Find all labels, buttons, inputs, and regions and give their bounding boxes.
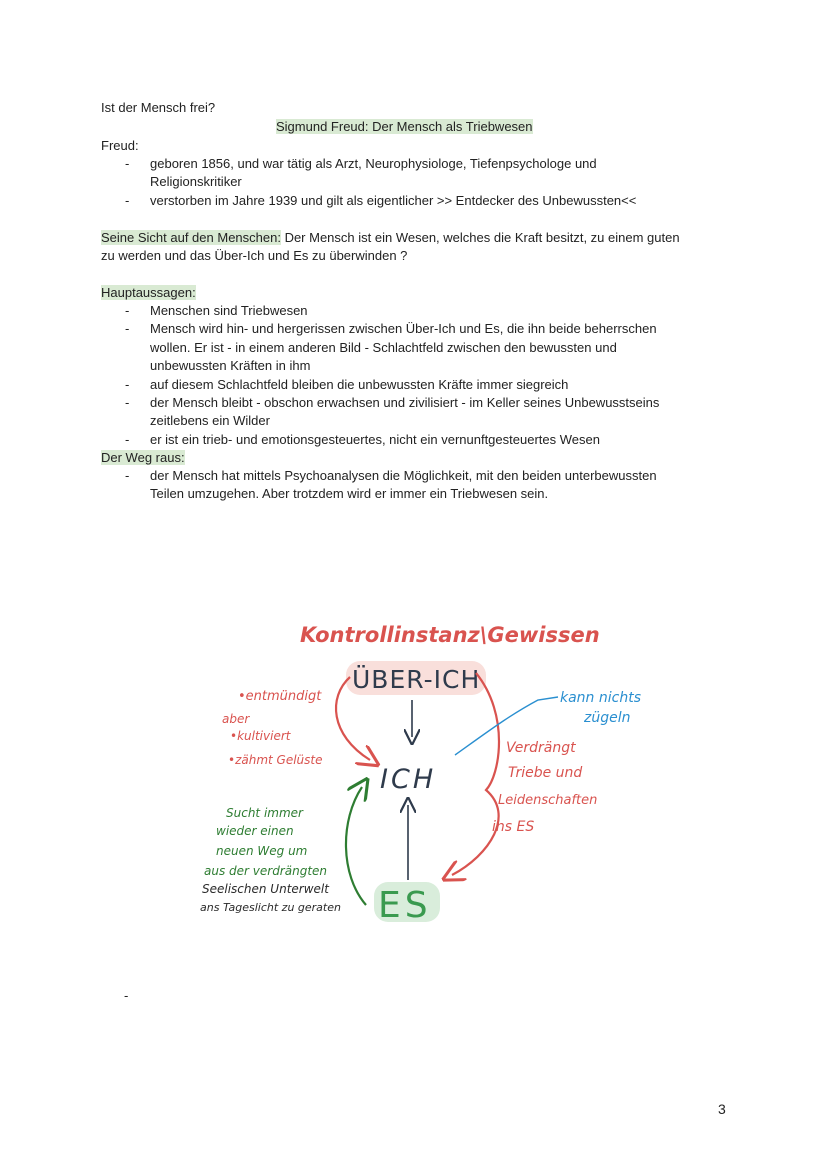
weg-label: Der Weg raus: [101, 450, 185, 465]
freud-item-line: geboren 1856, und war tätig als Arzt, Neurophysiologe, Tiefenpsychologe und [150, 156, 597, 171]
note-sucht-1: Sucht immer [226, 806, 303, 820]
freud-bullet: - [125, 192, 130, 208]
note-kann-nichts-2: zügeln [584, 710, 631, 726]
sicht-label: Seine Sicht auf den Menschen: [101, 230, 281, 245]
freud-item-line: Religionskritiker [150, 174, 242, 190]
weg-label-wrap [101, 450, 185, 465]
note-zaehmt: •zähmt Gelüste [228, 753, 323, 767]
haupt-label: Hauptaussagen: [101, 285, 196, 300]
note-aber: aber [222, 712, 250, 726]
note-sucht-6: ans Tageslicht zu geraten [200, 901, 341, 914]
note-kann-nichts-1: kann nichts [560, 690, 641, 706]
freud-label: Freud: [101, 138, 139, 153]
haupt-bullet: - [125, 376, 130, 392]
note-verdraengt-1: Verdrängt [506, 740, 576, 756]
sicht-line-1 [101, 230, 680, 245]
question-line: Ist der Mensch frei? [101, 100, 216, 115]
weg-bullet: - [125, 468, 130, 483]
haupt-item-line: der Mensch bleibt - obschon erwachsen und zivilisiert - im Keller seines Unbewusstseins [150, 395, 660, 410]
haupt-item-line: zeitlebens ein Wilder [150, 413, 270, 429]
page-title-text: Sigmund Freud: Der Mensch als Triebwesen [276, 119, 533, 134]
freud-item-line: verstorben im Jahre 1939 und gilt als eigentlicher >> Entdecker des Unbewussten<< [150, 192, 637, 208]
haupt-item-line: auf diesem Schlachtfeld bleiben die unbewussten Kräfte immer siegreich [150, 376, 569, 392]
arrow-green-left [346, 787, 366, 905]
page-title [276, 119, 533, 134]
note-verdraengt-2: Triebe und [508, 765, 583, 781]
note-kultiviert: •kultiviert [230, 729, 291, 743]
note-entmuendigt: •entmündigt [238, 689, 322, 704]
freud-diagram [190, 605, 670, 945]
freud-bullet: - [125, 156, 130, 171]
sicht-line-2: zu werden und das Über-Ich und Es zu überwinden ? [101, 248, 408, 263]
note-sucht-2: wieder einen [216, 824, 294, 838]
weg-item-line: Teilen umzugehen. Aber trotzdem wird er immer ein Triebwesen sein. [150, 486, 549, 502]
haupt-item-line: Mensch wird hin- und hergerissen zwischen Über-Ich und Es, die ihn beide beherrschen [150, 321, 657, 337]
es-label: ES [378, 885, 432, 926]
ueber-ich-label: ÜBER-ICH [352, 665, 481, 694]
ich-label: ICH [380, 764, 437, 795]
haupt-item-line: unbewussten Kräften in ihm [150, 358, 311, 374]
haupt-bullet: - [125, 321, 130, 337]
haupt-bullet: - [125, 303, 130, 318]
trailing-dash: - [124, 988, 129, 1003]
haupt-item-line: wollen. Er ist - in einem anderen Bild - Schlachtfeld zwischen den bewussten und [150, 339, 617, 355]
weg-item-line: der Mensch hat mittels Psychoanalysen die Möglichkeit, mit den beiden unterbewussten [150, 468, 657, 483]
note-sucht-4: aus der verdrängten [204, 864, 328, 878]
sicht-text-1: Der Mensch ist ein Wesen, welches die Kraft besitzt, zu einem guten [280, 230, 680, 245]
note-verdraengt-3: Leidenschaften [498, 793, 598, 808]
note-sucht-5: Seelischen Unterwelt [202, 882, 329, 896]
diagram-heading: Kontrollinstanz\Gewissen [300, 623, 600, 647]
haupt-bullet: - [125, 395, 130, 410]
note-sucht-3: neuen Weg um [216, 844, 308, 858]
arrow-red-right [452, 673, 499, 875]
haupt-label-wrap [101, 285, 196, 300]
page-number: 3 [718, 1101, 726, 1117]
haupt-item-line: er ist ein trieb- und emotionsgesteuertes, nicht ein vernunftgesteuertes Wesen [150, 431, 600, 447]
haupt-item-line: Menschen sind Triebwesen [150, 303, 308, 318]
note-verdraengt-4: ins ES [492, 819, 535, 835]
haupt-bullet: - [125, 431, 130, 447]
